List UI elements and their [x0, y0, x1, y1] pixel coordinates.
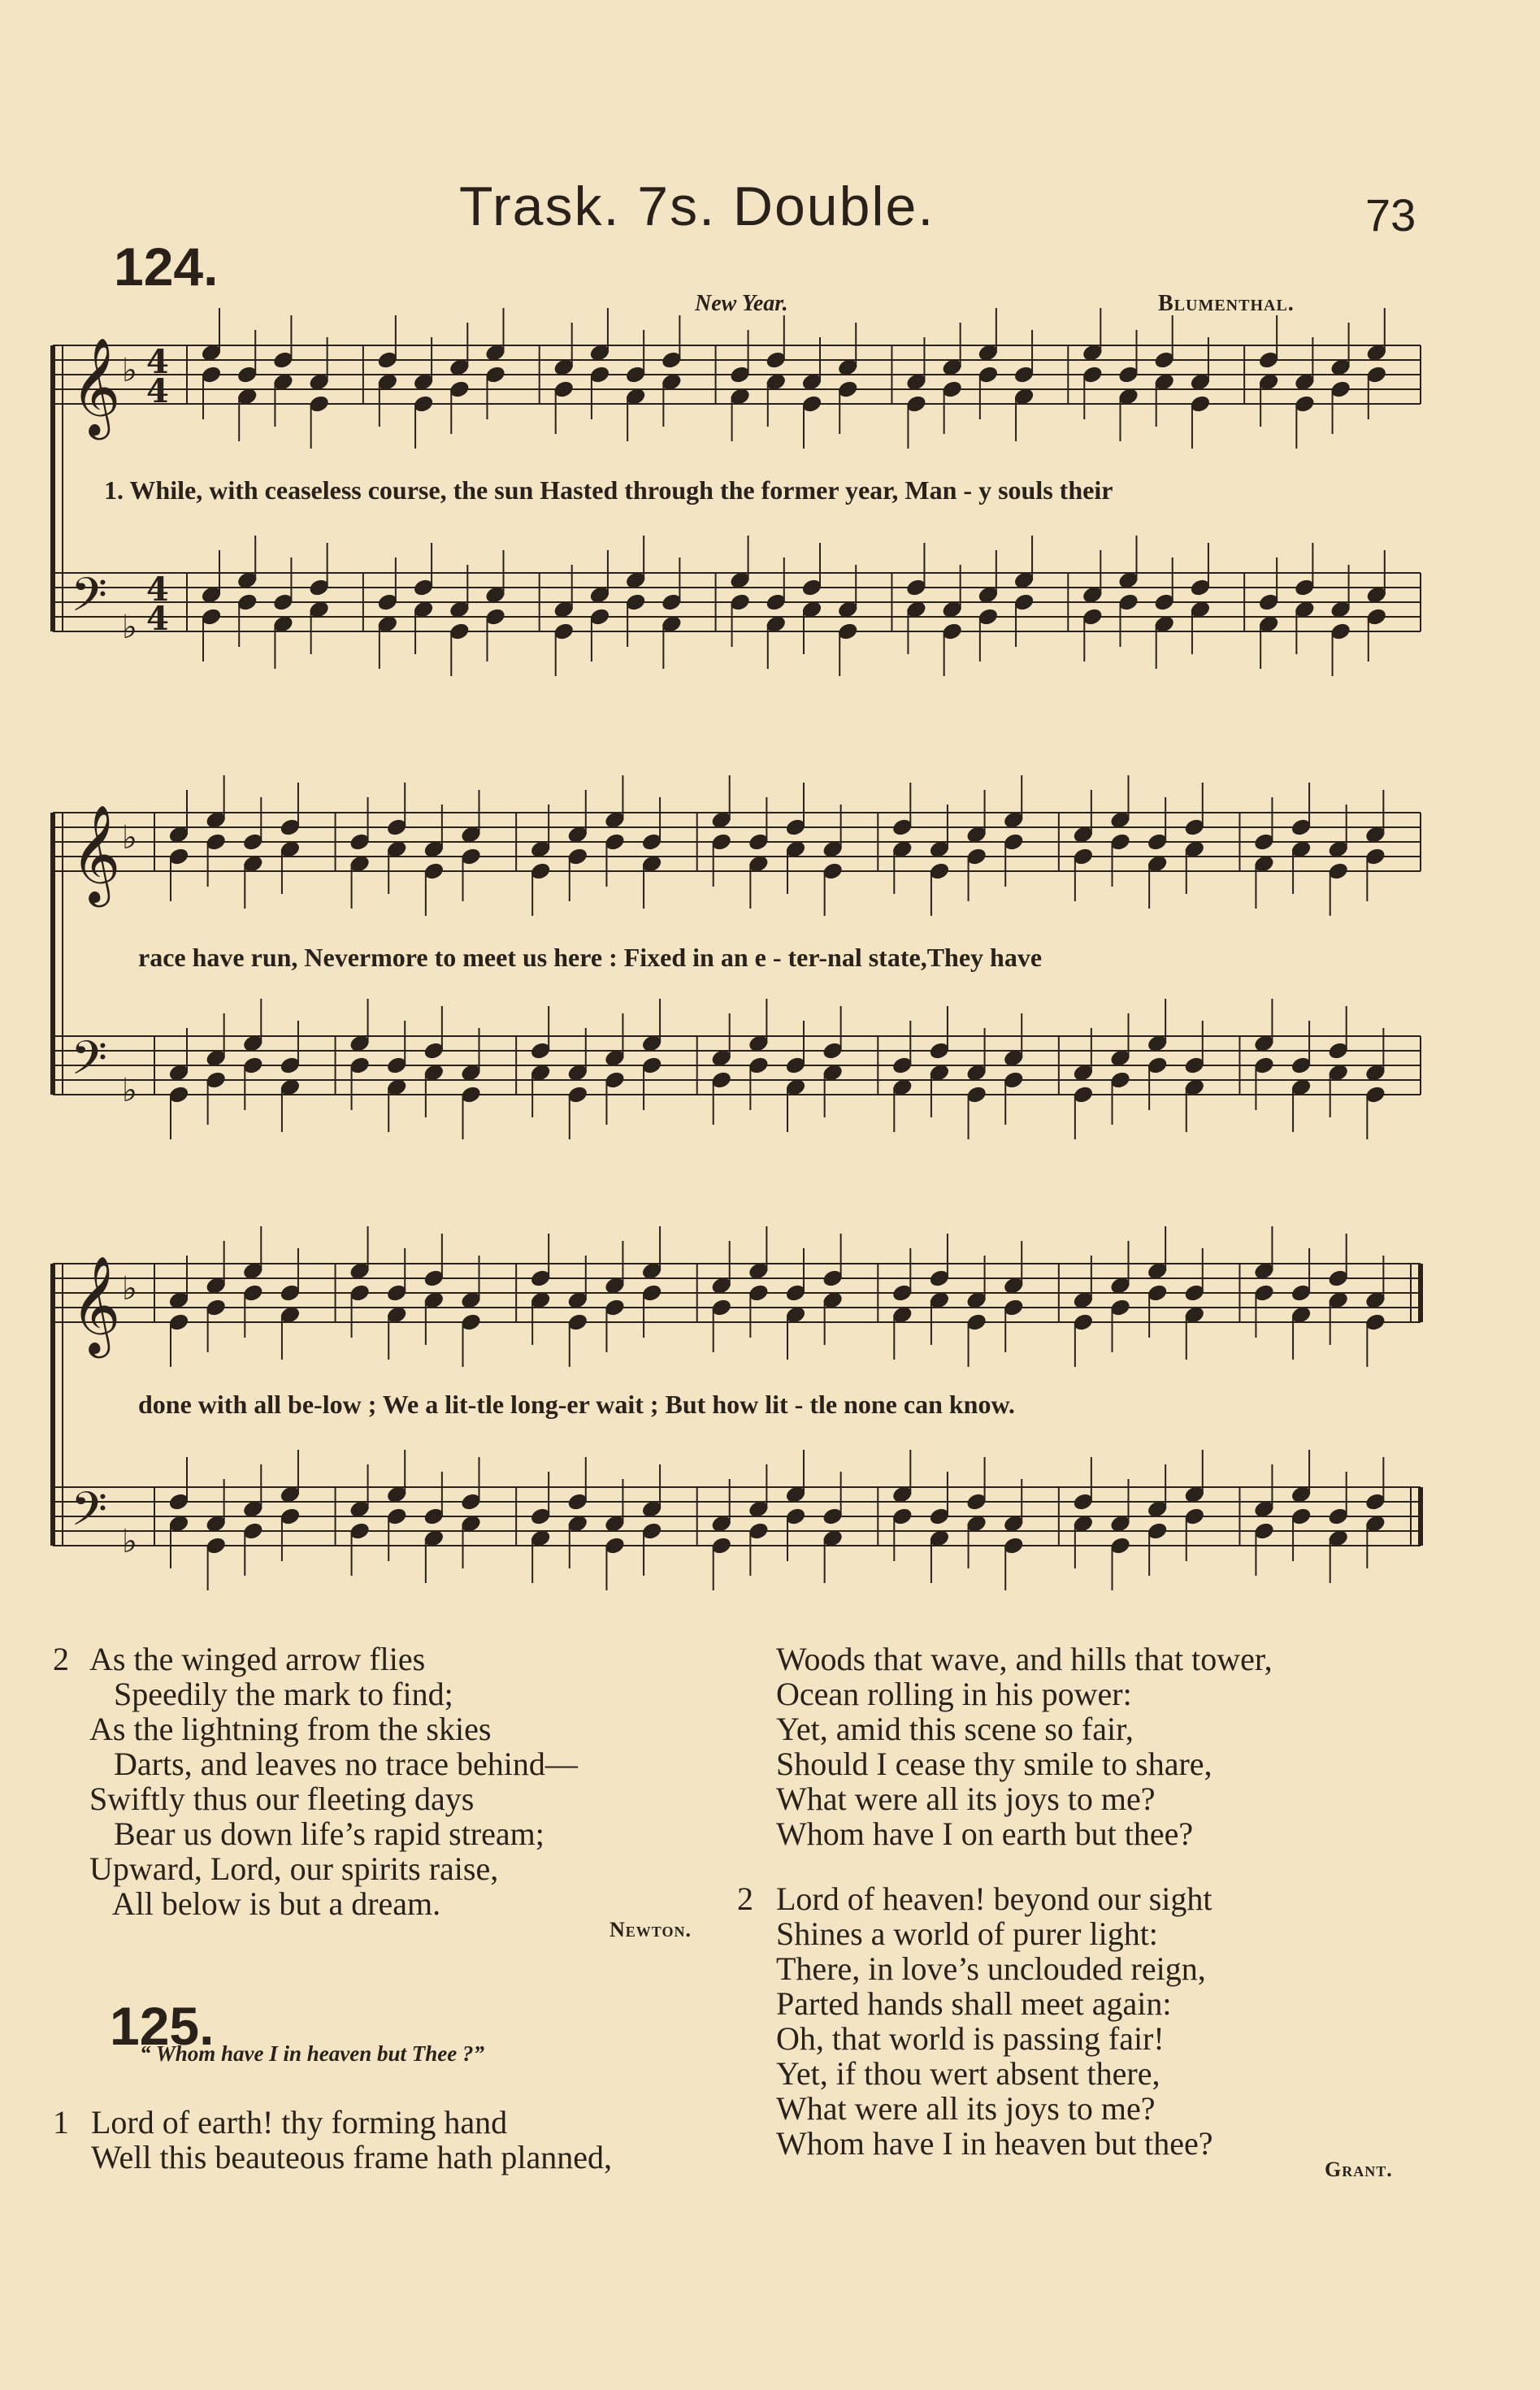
lyrics-line-3: done with all be-low ; We a lit-tle long-er wait ; But how lit - tle none can know.	[138, 1390, 1015, 1419]
author-newton: Newton.	[609, 1918, 692, 1941]
time-signature-top: 4	[146, 343, 169, 381]
bass-clef: 𝄢	[71, 567, 108, 634]
tune-name: New Year.	[695, 291, 788, 316]
key-signature-flat: ♭	[122, 1523, 137, 1560]
lyrics-line-1: 1. While, with ceaseless course, the sun Hasted through the former year, Man - y souls their	[104, 475, 1113, 505]
key-signature-flat: ♭	[122, 1270, 137, 1308]
bass-clef: 𝄢	[71, 1481, 108, 1548]
key-signature-flat: ♭	[122, 352, 137, 389]
page-header-title: Trask. 7s. Double.	[459, 176, 935, 237]
key-signature-flat: ♭	[122, 1072, 137, 1109]
composer: Blumenthal.	[1158, 291, 1295, 316]
hymn-number-125: 125.	[110, 1996, 215, 2056]
hymn-125-subtitle: “ Whom have I in heaven but Thee ?”	[140, 2041, 485, 2066]
verse-number-125-1: 1	[53, 2104, 69, 2141]
verse-125-1-start: Lord of earth! thy forming hand Well this beauteous frame hath planned,	[91, 2104, 613, 2175]
verse-125-2: Lord of heaven! beyond our sight Shines a world of purer light: There, in love’s unclouded reign, Parted hands shall meet again: Oh, that world is passing fair! Yet, if thou wert absent there, What were all its joys to me? Whom have I in heaven but thee?	[776, 1880, 1213, 2162]
treble-clef: 𝄞	[71, 336, 121, 436]
verse-number-124-2: 2	[53, 1641, 69, 1677]
page-number: 73	[1365, 189, 1416, 241]
key-signature-flat: ♭	[122, 819, 137, 857]
author-grant: Grant.	[1325, 2158, 1393, 2181]
treble-clef: 𝄞	[71, 804, 121, 903]
time-signature-bottom: 4	[146, 600, 169, 638]
treble-clef: 𝄞	[71, 1255, 121, 1354]
time-signature-bottom: 4	[146, 372, 169, 410]
key-signature-flat: ♭	[122, 609, 137, 646]
verse-124-2: As the winged arrow flies Speedily the mark to find; As the lightning from the skies Darts, and leaves no trace behind— Swiftly thus our fleeting days Bear us down life’s rapid stream; Upward, Lord, our spirits raise, All below is but a dream.	[89, 1641, 578, 1922]
lyrics-line-2: race have run, Nevermore to meet us here : Fixed in an e - ter-nal state,They have	[138, 943, 1043, 972]
bass-clef: 𝄢	[71, 1030, 108, 1097]
hymn-number-124: 124.	[114, 236, 219, 297]
time-signature-top: 4	[146, 570, 169, 609]
verse-number-125-2: 2	[737, 1880, 753, 1917]
verse-125-1-continued: Woods that wave, and hills that tower, Ocean rolling in his power: Yet, amid this scene so fair, Should I cease thy smile to share, What were all its joys to me? Whom have I on earth but thee?	[776, 1641, 1273, 1852]
